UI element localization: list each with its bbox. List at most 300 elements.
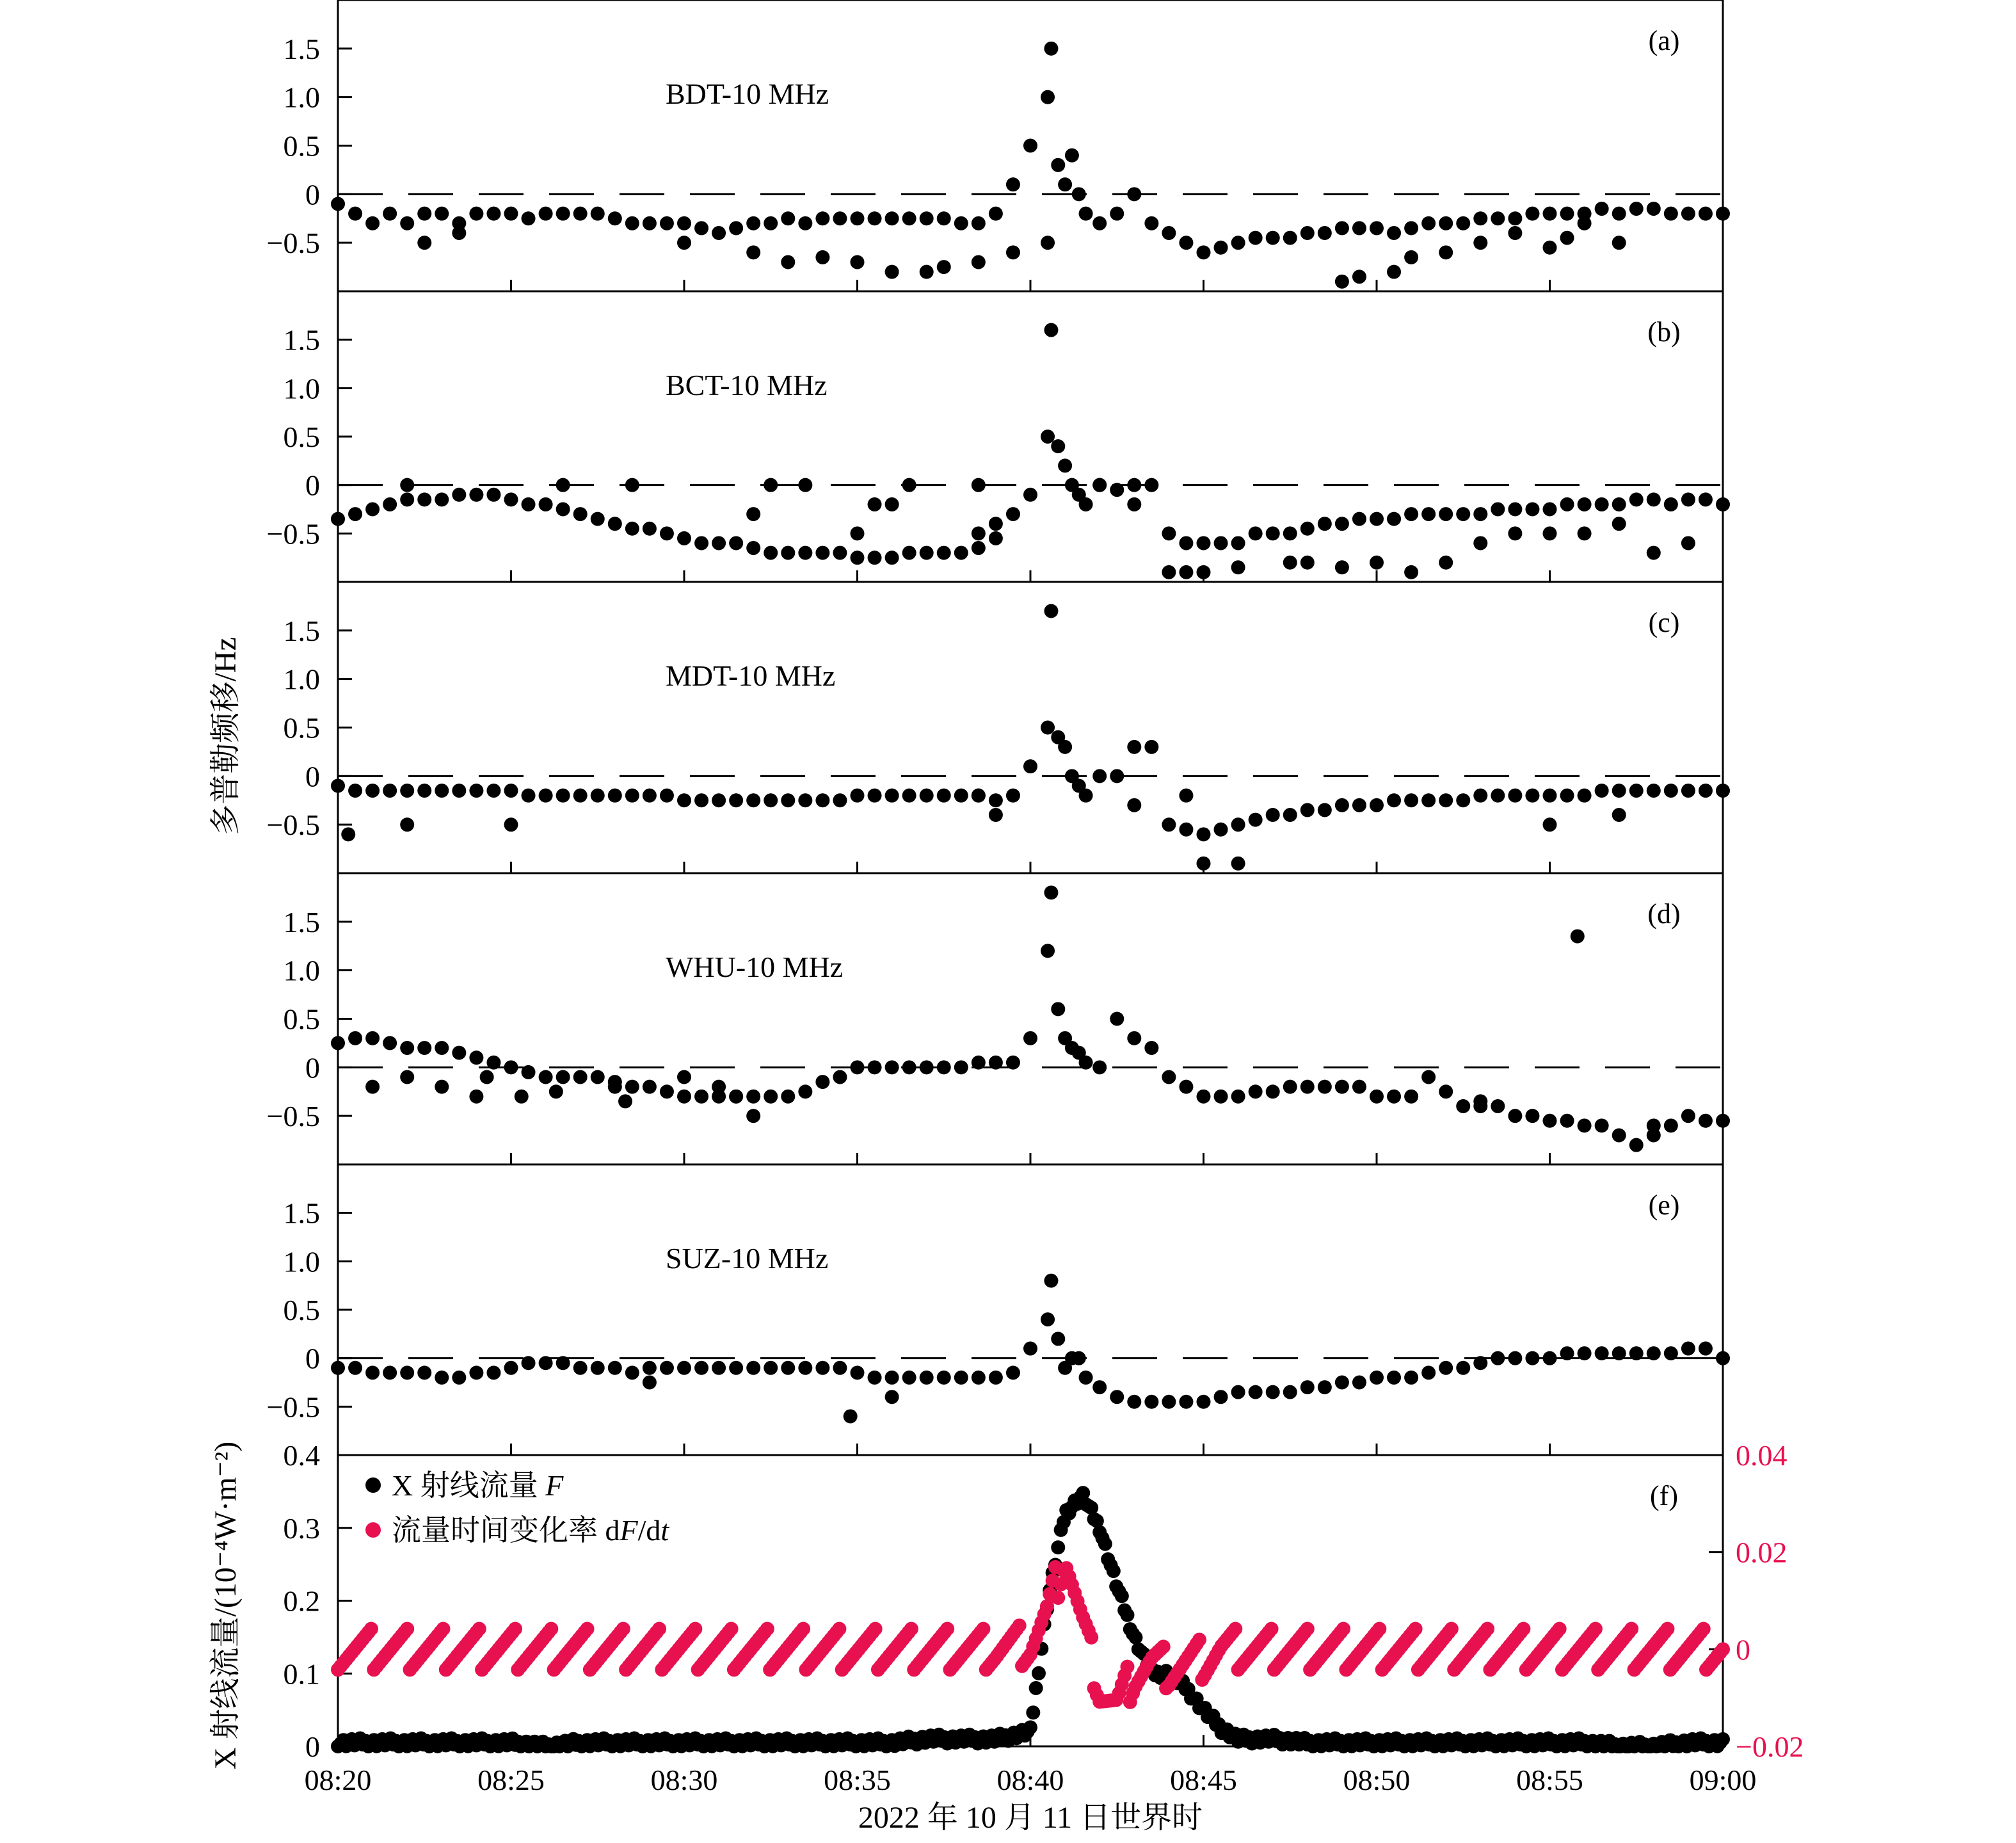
doppler-point (989, 531, 1003, 545)
doppler-point (1214, 536, 1228, 550)
doppler-point (844, 1409, 858, 1423)
doppler-point (746, 1361, 760, 1375)
doppler-point (1699, 1342, 1713, 1356)
doppler-point (1044, 1274, 1058, 1288)
doppler-point (833, 1070, 847, 1084)
doppler-point (712, 1361, 726, 1375)
doppler-point (1144, 1395, 1158, 1409)
doppler-point (331, 779, 345, 793)
doppler-point (954, 1060, 968, 1074)
doppler-point (618, 1094, 632, 1108)
doppler-point (660, 526, 674, 540)
doppler-point (1681, 1109, 1695, 1123)
doppler-point (365, 1080, 380, 1094)
doppler-point (435, 492, 449, 506)
doppler-point (1231, 1090, 1245, 1104)
doppler-point (608, 1080, 622, 1094)
doppler-point (851, 1365, 865, 1380)
doppler-point (1404, 250, 1418, 264)
doppler-point (1065, 149, 1079, 163)
doppler-point (643, 1376, 657, 1390)
rate-point (1192, 1632, 1206, 1646)
doppler-point (712, 226, 726, 240)
doppler-point (591, 789, 605, 803)
doppler-point (1716, 1114, 1730, 1128)
doppler-point (1127, 740, 1141, 754)
doppler-point (608, 517, 622, 531)
doppler-point (1543, 789, 1557, 803)
doppler-point (469, 1050, 483, 1065)
doppler-point (1079, 497, 1093, 511)
doppler-point (573, 1361, 588, 1375)
rate-point (1624, 1622, 1638, 1636)
panel-label: (b) (1647, 316, 1681, 348)
doppler-point (1578, 497, 1592, 511)
doppler-point (1231, 817, 1245, 832)
rate-point (580, 1622, 595, 1636)
doppler-point (365, 216, 380, 230)
y-tick-label: 1.0 (283, 1245, 320, 1278)
doppler-point (1214, 823, 1228, 837)
doppler-point (937, 1371, 951, 1385)
doppler-point (1716, 207, 1730, 221)
doppler-point (660, 216, 674, 230)
doppler-point (1072, 1351, 1086, 1365)
doppler-point (1370, 556, 1384, 570)
doppler-point (1041, 90, 1055, 104)
doppler-point (504, 492, 518, 506)
doppler-point (1283, 808, 1297, 822)
y-tick-label-flux: 0.3 (283, 1511, 320, 1545)
doppler-point (694, 793, 708, 807)
y-tick-label: −0.5 (266, 227, 320, 260)
doppler-point (1127, 798, 1141, 812)
doppler-point (365, 1031, 380, 1045)
rate-point (1716, 1642, 1730, 1656)
doppler-point (556, 1070, 570, 1084)
doppler-point (643, 1361, 657, 1375)
doppler-point (937, 211, 951, 225)
doppler-point (1335, 798, 1349, 812)
doppler-point (556, 789, 570, 803)
doppler-point (1612, 236, 1626, 250)
doppler-point (1318, 1080, 1332, 1094)
flux-point (1098, 1537, 1112, 1551)
x-tick-label: 08:35 (824, 1764, 891, 1796)
doppler-point (1699, 784, 1713, 798)
doppler-point (1664, 1346, 1678, 1360)
doppler-point (1560, 1114, 1574, 1128)
doppler-point (452, 226, 466, 240)
y-tick-label: 1.0 (283, 81, 320, 114)
doppler-point (452, 488, 466, 502)
x-tick-label: 08:55 (1516, 1764, 1583, 1796)
doppler-point (1612, 808, 1626, 822)
doppler-point (435, 1080, 449, 1094)
doppler-point (1197, 1395, 1211, 1409)
doppler-point (504, 1361, 518, 1375)
doppler-point (1092, 769, 1107, 783)
doppler-point (1404, 507, 1418, 521)
doppler-point (1300, 803, 1315, 817)
doppler-point (1318, 226, 1332, 240)
doppler-point (1092, 1380, 1107, 1394)
doppler-point (989, 793, 1003, 807)
doppler-point (1404, 1090, 1418, 1104)
doppler-point (1006, 177, 1020, 191)
flux-point (1115, 1589, 1129, 1603)
x-axis-title: 2022 年 10 月 11 日世界时 (858, 1801, 1203, 1835)
doppler-point (400, 1070, 414, 1084)
doppler-point (1387, 265, 1401, 279)
doppler-point (522, 211, 536, 225)
doppler-point (1681, 1342, 1695, 1356)
doppler-point (1525, 1109, 1539, 1123)
doppler-point (989, 808, 1003, 822)
rate-point (1051, 1591, 1065, 1605)
doppler-point (365, 784, 380, 798)
doppler-point (1179, 536, 1193, 550)
doppler-point (383, 497, 397, 511)
doppler-point (902, 1371, 916, 1385)
doppler-point (798, 1361, 812, 1375)
doppler-point (1023, 139, 1037, 153)
doppler-point (1595, 202, 1609, 216)
doppler-point (1266, 1084, 1280, 1099)
doppler-point (1699, 207, 1713, 221)
doppler-point (1041, 944, 1055, 958)
station-label: MDT-10 MHz (666, 659, 836, 692)
doppler-point (1044, 42, 1058, 56)
doppler-point (694, 1090, 708, 1104)
y-tick-label: 0 (305, 1342, 320, 1375)
flux-point (1029, 1681, 1043, 1695)
panel-a (267, 0, 1730, 291)
flux-point (1032, 1666, 1046, 1680)
doppler-point (746, 541, 760, 555)
doppler-point (1249, 1385, 1263, 1399)
doppler-point (1370, 512, 1384, 526)
panel-label: (e) (1648, 1189, 1680, 1221)
doppler-point (851, 1060, 865, 1074)
doppler-point (1006, 1056, 1020, 1070)
doppler-point (1283, 526, 1297, 540)
doppler-point (815, 250, 829, 264)
doppler-point (1456, 1099, 1470, 1113)
doppler-points (331, 42, 1730, 289)
doppler-point (1249, 526, 1263, 540)
doppler-point (522, 1065, 536, 1079)
doppler-point (486, 488, 500, 502)
doppler-points (331, 1274, 1730, 1424)
doppler-point (469, 784, 483, 798)
doppler-point (851, 211, 865, 225)
doppler-point (781, 546, 795, 560)
rate-point (1588, 1622, 1603, 1636)
doppler-point (937, 1060, 951, 1074)
rate-point (1156, 1639, 1171, 1654)
doppler-point (781, 211, 795, 225)
doppler-point (1352, 1080, 1366, 1094)
y-tick-label: −0.5 (266, 809, 320, 842)
doppler-point (1370, 798, 1384, 812)
doppler-point (868, 1371, 882, 1385)
rate-point (940, 1622, 954, 1636)
doppler-point (851, 551, 865, 565)
doppler-point (729, 221, 743, 235)
doppler-point (1543, 1351, 1557, 1365)
flux-point (1026, 1705, 1040, 1719)
doppler-point (1041, 236, 1055, 250)
doppler-point (729, 536, 743, 550)
doppler-point (417, 1041, 431, 1055)
doppler-point (868, 551, 882, 565)
doppler-point (1612, 784, 1626, 798)
doppler-point (1144, 740, 1158, 754)
doppler-point (1144, 1041, 1158, 1055)
doppler-point (1197, 536, 1211, 550)
panel-label: (c) (1648, 607, 1680, 638)
doppler-point (902, 478, 916, 492)
doppler-point (1387, 226, 1401, 240)
doppler-point (694, 1361, 708, 1375)
doppler-point (798, 793, 812, 807)
doppler-point (1560, 207, 1574, 221)
station-label: SUZ-10 MHz (666, 1242, 829, 1275)
panel-frame (338, 1164, 1723, 1455)
doppler-point (1560, 231, 1574, 245)
doppler-point (1595, 784, 1609, 798)
doppler-point (625, 478, 639, 492)
doppler-point (729, 1361, 743, 1375)
doppler-point (1473, 211, 1487, 225)
doppler-point (798, 216, 812, 230)
doppler-point (504, 817, 518, 832)
doppler-point (885, 265, 899, 279)
doppler-point (868, 497, 882, 511)
doppler-point (486, 784, 500, 798)
doppler-point (746, 216, 760, 230)
doppler-point (1283, 231, 1297, 245)
doppler-point (469, 1090, 483, 1104)
y-tick-label-flux: 0.1 (283, 1657, 320, 1691)
doppler-point (1612, 517, 1626, 531)
y-tick-label: 0.5 (283, 711, 320, 744)
doppler-point (1456, 216, 1470, 230)
doppler-point (348, 1031, 362, 1045)
x-tick-label: 08:40 (996, 1764, 1064, 1796)
y-tick-label: 1.5 (283, 905, 320, 938)
doppler-point (1629, 202, 1644, 216)
y-tick-label: −0.5 (266, 1390, 320, 1424)
doppler-point (1231, 236, 1245, 250)
doppler-point (1439, 1361, 1453, 1375)
doppler-point (1179, 1395, 1193, 1409)
rate-point (616, 1622, 630, 1636)
doppler-point (1058, 458, 1072, 472)
doppler-point (885, 789, 899, 803)
doppler-point (1560, 497, 1574, 511)
doppler-point (1681, 207, 1695, 221)
doppler-point (920, 211, 934, 225)
doppler-point (954, 1371, 968, 1385)
doppler-point (1421, 1365, 1436, 1380)
doppler-point (902, 789, 916, 803)
doppler-point (1578, 216, 1592, 230)
doppler-point (677, 216, 691, 230)
y-axis-title-doppler: 多普勒频移/Hz (209, 637, 243, 835)
doppler-point (1214, 1090, 1228, 1104)
doppler-point (1421, 216, 1436, 230)
doppler-point (1404, 221, 1418, 235)
rate-point (364, 1622, 378, 1636)
doppler-point (1283, 1385, 1297, 1399)
doppler-point (1051, 439, 1065, 453)
doppler-point (1439, 245, 1453, 259)
doppler-point (1473, 1356, 1487, 1370)
rate-point (1336, 1622, 1350, 1636)
doppler-point (1179, 1080, 1193, 1094)
rate-point (1444, 1622, 1459, 1636)
doppler-point (1664, 784, 1678, 798)
rate-point (1040, 1599, 1054, 1613)
doppler-point (1664, 497, 1678, 511)
doppler-point (660, 789, 674, 803)
doppler-point (677, 1090, 691, 1104)
doppler-point (1023, 488, 1037, 502)
doppler-point (1058, 177, 1072, 191)
doppler-point (1110, 1390, 1124, 1404)
doppler-point (1197, 827, 1211, 841)
doppler-point (677, 793, 691, 807)
doppler-point (1231, 1385, 1245, 1399)
doppler-point (504, 207, 518, 221)
doppler-point (400, 478, 414, 492)
doppler-point (486, 1365, 500, 1380)
rate-point (1084, 1630, 1098, 1645)
doppler-point (677, 1070, 691, 1084)
doppler-point (1543, 207, 1557, 221)
y-tick-label: 0 (305, 1051, 320, 1084)
doppler-point (1647, 784, 1661, 798)
doppler-point (677, 1361, 691, 1375)
doppler-point (1214, 241, 1228, 255)
rate-point (796, 1622, 810, 1636)
doppler-point (1612, 497, 1626, 511)
doppler-point (1716, 784, 1730, 798)
doppler-point (937, 546, 951, 560)
doppler-point (1249, 813, 1263, 827)
doppler-point (417, 492, 431, 506)
doppler-point (781, 255, 795, 270)
doppler-point (539, 207, 553, 221)
doppler-point (954, 546, 968, 560)
doppler-point (1370, 1090, 1384, 1104)
doppler-point (1629, 1346, 1644, 1360)
doppler-point (1266, 808, 1280, 822)
doppler-point (1473, 1099, 1487, 1113)
doppler-point (469, 488, 483, 502)
doppler-point (746, 1090, 760, 1104)
doppler-point (1300, 226, 1315, 240)
doppler-point (833, 793, 847, 807)
doppler-point (902, 546, 916, 560)
doppler-point (1162, 817, 1176, 832)
doppler-point (885, 1371, 899, 1385)
doppler-point (902, 1060, 916, 1074)
doppler-point (746, 793, 760, 807)
doppler-point (781, 1090, 795, 1104)
doppler-point (1335, 221, 1349, 235)
doppler-point (815, 1075, 829, 1089)
station-label: BDT-10 MHz (666, 77, 829, 110)
doppler-point (1283, 1080, 1297, 1094)
doppler-point (1421, 793, 1436, 807)
doppler-point (764, 1090, 778, 1104)
doppler-point (1110, 769, 1124, 783)
doppler-point (504, 1060, 518, 1074)
doppler-point (1352, 1376, 1366, 1390)
doppler-point (815, 793, 829, 807)
doppler-point (515, 1090, 529, 1104)
doppler-point (798, 546, 812, 560)
doppler-point (417, 207, 431, 221)
panel-e (267, 1164, 1730, 1455)
rate-point (1480, 1622, 1494, 1636)
doppler-point (1023, 1342, 1037, 1356)
doppler-point (591, 512, 605, 526)
doppler-point (469, 1365, 483, 1380)
doppler-point (400, 1365, 414, 1380)
doppler-point (1300, 556, 1315, 570)
x-tick-labels (305, 1764, 1757, 1796)
doppler-point (1335, 560, 1349, 574)
doppler-point (1664, 207, 1678, 221)
doppler-point (1023, 759, 1037, 773)
doppler-point (972, 1056, 986, 1070)
doppler-point (1647, 492, 1661, 506)
doppler-point (1629, 1138, 1644, 1152)
doppler-point (486, 207, 500, 221)
y-tick-label: 0 (305, 760, 320, 793)
doppler-point (452, 1371, 466, 1385)
y-tick-label: −0.5 (266, 1100, 320, 1133)
doppler-point (1647, 202, 1661, 216)
doppler-point (1404, 793, 1418, 807)
doppler-point (331, 512, 345, 526)
y-tick-label: 0 (305, 178, 320, 211)
doppler-point (1335, 1376, 1349, 1390)
doppler-point (815, 546, 829, 560)
doppler-point (1231, 560, 1245, 574)
doppler-point (1525, 1351, 1539, 1365)
doppler-point (1612, 1346, 1626, 1360)
doppler-point (1318, 1380, 1332, 1394)
doppler-point (851, 789, 865, 803)
y-tick-label-flux: 0.2 (283, 1584, 320, 1618)
doppler-point (400, 817, 414, 832)
doppler-point (1578, 1118, 1592, 1132)
rate-point (760, 1622, 774, 1636)
doppler-point (608, 1361, 622, 1375)
doppler-point (486, 1056, 500, 1070)
doppler-point (1162, 1395, 1176, 1409)
doppler-point (989, 207, 1003, 221)
doppler-point (1387, 1090, 1401, 1104)
doppler-point (1716, 1351, 1730, 1365)
doppler-point (660, 1361, 674, 1375)
doppler-point (1162, 526, 1176, 540)
